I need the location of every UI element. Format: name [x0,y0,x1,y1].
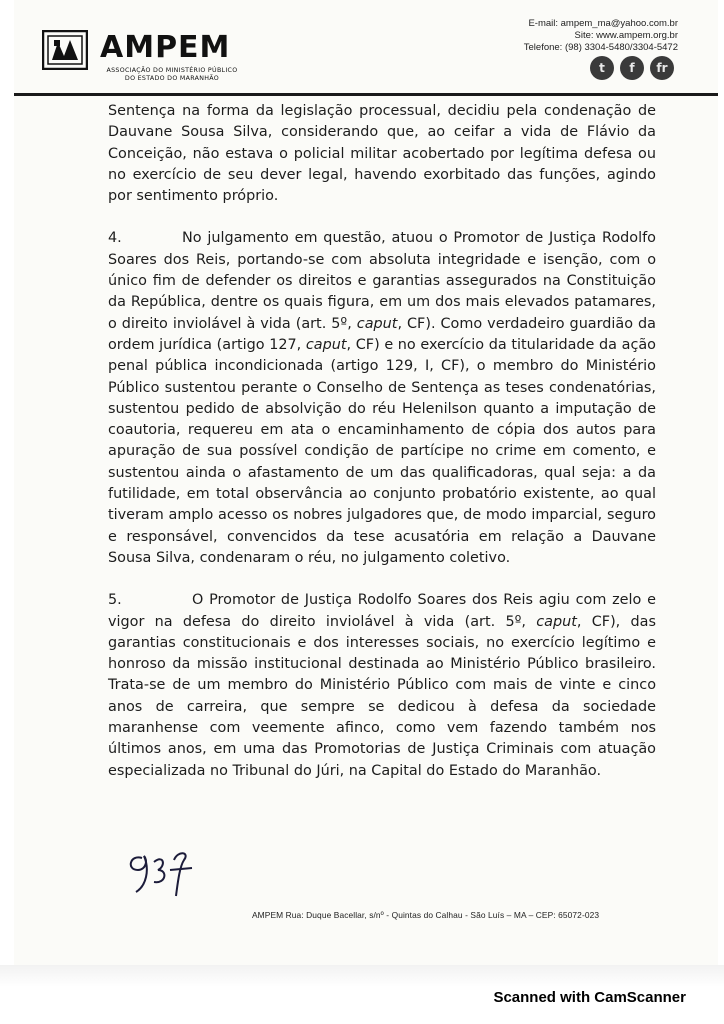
italic-term: caput [356,315,398,332]
flickr-icon: fr [650,56,674,80]
footer-address: AMPEM Rua: Duque Bacellar, s/nº - Quintas do Calhau - São Luís – MA – CEP: 65072-023 [252,910,600,920]
paragraph-text: No julgamento em questão, atuou o Promotor de Justiça Rodolfo Soares dos Reis, portando-se com absoluta integridade e isenção, com o único fim de defender os direitos e garantias assegurados na Constituição da República, dentre os quais figura, em um dos mais elevados patamares, o direito inviolável à vida (art. 5º, [108,230,656,332]
paragraph-text: O Promotor de Justiça Rodolfo Soares dos Reis agiu com zelo e vigor na defesa do direito inviolável à vida (art. 5º, [108,592,656,630]
logo-subtitle: ASSOCIAÇÃO DO MINISTÉRIO PÚBLICO DO ESTADO DO MARANHÃO [106,67,238,82]
social-icons [590,56,674,80]
contact-site: Site: www.ampem.org.br [574,30,678,41]
paragraph-text: , CF), das garantias constitucionais e dos interesses sociais, no exercício legítimo e honroso da missão institucional destinada ao Ministério Público brasileiro. Trata-se de um membro do Ministério Público com mais de vinte e cinco anos de carreira, que sempre se dedicou à defesa da sociedade maranhense com veemente afinco, como vem fazendo também nos últimos anos, em uma das Promotorias de Justiça Criminais com atuação especializada no Tribunal do Júri, na Capital do Estado do Maranhão. [108,613,656,779]
contact-email: E-mail: ampem_ma@yahoo.com.br [528,18,678,29]
ampem-logo-icon [42,30,88,70]
camscanner-watermark: Scanned with CamScanner [493,989,686,1006]
document-body [108,101,656,782]
paragraph-5 [108,590,656,782]
logo-name: AMPEM [100,30,231,65]
paragraph-intro: Sentença na forma da legislação processual, decidiu pela condenação de Dauvane Sousa Silva, considerando que, ao ceifar a vida de Flávio da Conceição, não estava o policial militar acobertado por legítima defesa ou no exercício de seu dever legal, havendo exorbitado das funções, agindo por sentimento próprio. [108,103,656,205]
paragraph-4 [108,228,656,569]
italic-term: caput [305,336,347,353]
paragraph-number: 5. [108,592,122,609]
paragraph-text: , CF) e no exercício da titularidade da ação penal pública incondicionada (artigo 129, I, CF), o membro do Ministério Público sustentou perante o Conselho de Sentença as teses condenatórias, sustentou pedido de absolvição do réu Helenilson quanto a imputação de coautoria, requereu em ata o encaminhamento de cópia dos autos para apuração de sua possível condição de partícipe no crime em comento, e sustentou ainda o afastamento de um das qualificadoras, qual seja: a da futilidade, em total observância ao conjunto probatório existente, ao qual tiveram amplo acesso os nobres julgadores que, de modo imparcial, seguro e responsável, convencidos da tese acusatória em relação a Dauvane Sousa Silva, condenaram o réu, no julgamento coletivo. [108,336,656,566]
contact-block [524,18,678,54]
handwritten-signature [120,840,220,900]
page-shadow [0,965,724,987]
contact-phone: Telefone: (98) 3304-5480/3304-5472 [523,42,678,53]
italic-term: caput [536,613,577,630]
twitter-icon: t [590,56,614,80]
paragraph-number: 4. [108,230,122,247]
paragraph-text: , CF). Como verdadeiro guardião da ordem jurídica (artigo 127, [108,315,656,353]
facebook-icon: f [620,56,644,80]
header-rule [14,93,718,96]
